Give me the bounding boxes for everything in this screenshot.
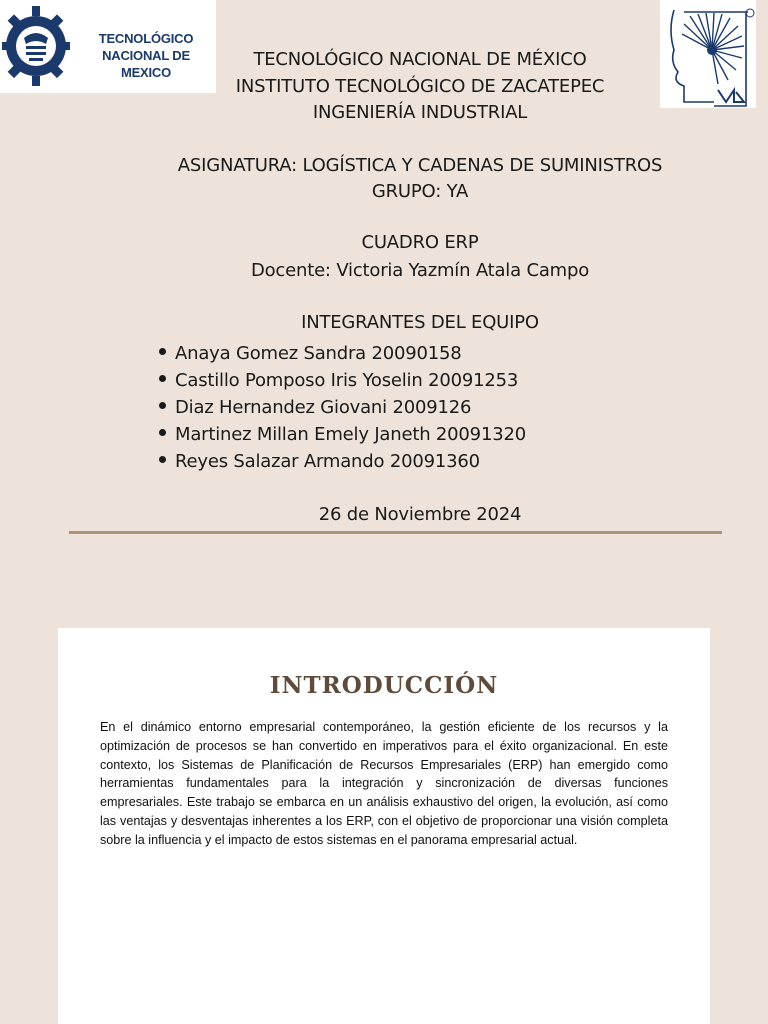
introduction-body: En el dinámico entorno empresarial contemporáneo, la gestión eficiente de los recursos y la optimización de procesos se han convertido en imperativos para el éxito organizacional. En este contexto, los Sistemas de Planificación de Recursos Empresariales (ERP) han emergido como herramientas fundamentales para la integración y sincronización de diversas funciones empresariales. Este trabajo se embarca en un análisis exhaustivo del origen, la evolución, así como las ventajas y desventajas inherentes a los ERP, con el objetivo de proporcionar una visión completa sobre la influencia y el impacto de estos sistemas en el panorama empresarial actual.: [100, 720, 668, 847]
teacher-line: Docente: Victoria Yazmín Atala Campo: [250, 260, 590, 281]
document-date: 26 de Noviembre 2024: [318, 504, 522, 525]
institution-name: TECNOLÓGICO NACIONAL DE MÉXICO: [253, 49, 587, 70]
team-heading: INTEGRANTES DEL EQUIPO: [301, 312, 539, 333]
list-item: Castillo Pomposo Iris Yoselin 20091253: [158, 367, 526, 394]
campus-name: INSTITUTO TECNOLÓGICO DE ZACATEPEC: [235, 76, 605, 97]
introduction-title: INTRODUCCIÓN: [269, 672, 499, 699]
list-item: Martinez Millan Emely Janeth 20091320: [158, 421, 526, 448]
group-line: GRUPO: YA: [371, 181, 469, 202]
introduction-page: [58, 628, 710, 1024]
list-item: Diaz Hernandez Giovani 2009126: [158, 394, 526, 421]
section-divider: [69, 531, 722, 534]
list-item: Reyes Salazar Armando 20091360: [158, 448, 526, 475]
program-name: INGENIERÍA INDUSTRIAL: [312, 102, 528, 123]
subject-line: ASIGNATURA: LOGÍSTICA Y CADENAS DE SUMINISTROS: [177, 155, 663, 176]
work-title: CUADRO ERP: [361, 232, 479, 253]
team-member-list: [158, 340, 526, 475]
tecnm-logo-line1: TECNOLÓGICO: [98, 31, 194, 46]
tecnm-emblem-icon: [2, 2, 74, 92]
list-item: Anaya Gomez Sandra 20090158: [158, 340, 526, 367]
tecnm-logo-line2: NACIONAL DE MEXICO: [102, 48, 190, 80]
